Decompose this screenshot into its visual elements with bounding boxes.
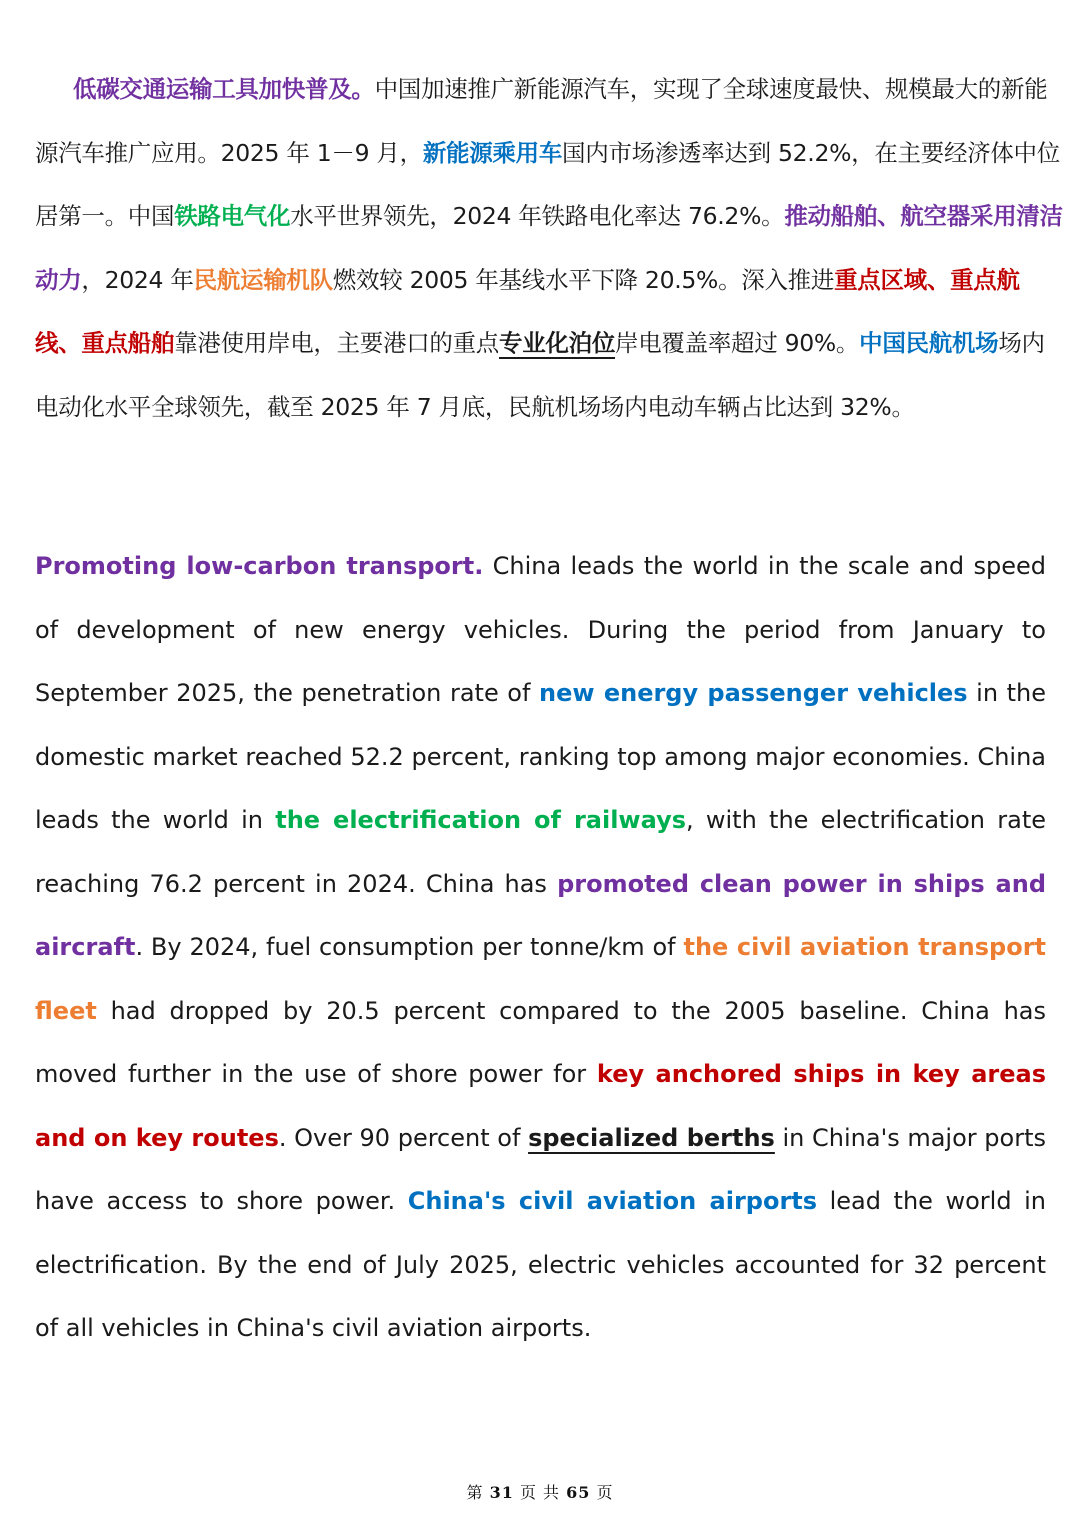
en-highlight-term: the electrification of railways [275, 806, 686, 834]
en-highlight-term: specialized berths [528, 1123, 775, 1152]
en-text-run: . Over 90 percent of [278, 1123, 529, 1152]
footer-middle: 页 共 [519, 1483, 561, 1502]
zh-highlight-term: 专业化泊位 [499, 329, 616, 357]
zh-highlight-term: 低碳交通运输工具加快普及。 [73, 75, 375, 103]
zh-highlight-term: 民航运输机队 [193, 265, 333, 294]
en-text-run: China leads the world in the scale and speed of development of new energy vehicles. During the period from January to September 2025, the penetration rate of [35, 552, 1046, 707]
zh-text-run: 场内电动化水平全球领先，截至 2025 年 7 月底，民航机场场内电动车辆占比达到 32%。 [35, 329, 1045, 421]
en-highlight-term: China's civil aviation airports [407, 1187, 818, 1215]
zh-highlight-term: 铁路电气化 [174, 202, 291, 230]
page-footer [0, 1480, 1080, 1503]
zh-highlight-term: 推动船舶、航空器采用清洁动力 [35, 202, 1063, 294]
zh-text-run: 燃效较 2005 年基线水平下降 20.5%。深入推进 [332, 265, 835, 294]
zh-text-run: 中国加速推广新能源汽车，实现了全球速度最快、规模最大的新能源汽车推广应用。2025 年 1－9 月， [35, 75, 1048, 167]
en-highlight-term: Promoting low-carbon transport. [35, 552, 484, 580]
en-highlight-term: key anchored ships in key areas and on key routes [35, 1060, 1046, 1152]
zh-text-run: 水平世界领先，2024 年铁路电化率达 76.2%。 [290, 202, 785, 230]
zh-highlight-term: 重点区域、重点航线、重点船舶 [35, 265, 1020, 357]
en-text-run: in China's major ports have access to shore power. [35, 1123, 1047, 1215]
zh-text-run: 国内市场渗透率达到 52.2%，在主要经济体中位居第一。中国 [35, 138, 1060, 230]
english-paragraph [35, 535, 1046, 1361]
en-text-run: lead the world in electrification. By the end of July 2025, electric vehicles accounted for 32 percent of all vehicles in China's civil aviation airports. [35, 1187, 1046, 1342]
en-text-run: had dropped by 20.5 percent compared to the 2005 baseline. China has moved further in the use of shore power for [35, 996, 1046, 1088]
en-highlight-term: new energy passenger vehicles [539, 679, 968, 707]
current-page-number: 31 [489, 1483, 514, 1502]
en-text-run: in the domestic market reached 52.2 percent, ranking top among major economies. China leads the world in [35, 679, 1047, 834]
en-text-run: , with the electrification rate reaching 76.2 percent in 2024. China has [35, 806, 1047, 898]
footer-prefix: 第 [466, 1483, 484, 1502]
en-highlight-term: the civil aviation transport fleet [35, 933, 1047, 1025]
footer-suffix: 页 [596, 1483, 614, 1502]
zh-text-run: 靠港使用岸电，主要港口的重点 [174, 329, 500, 357]
total-page-number: 65 [566, 1483, 591, 1502]
en-highlight-term: promoted clean power in ships and aircraft [35, 869, 1046, 961]
en-text-run: . By 2024, fuel consumption per tonne/km of [135, 933, 684, 961]
zh-text-run: ，2024 年 [81, 265, 194, 294]
zh-text-run: 岸电覆盖率超过 90%。 [615, 329, 860, 357]
chinese-paragraph [35, 58, 1065, 439]
zh-highlight-term: 中国民航机场 [859, 329, 999, 357]
zh-highlight-term: 新能源乘用车 [422, 138, 563, 167]
